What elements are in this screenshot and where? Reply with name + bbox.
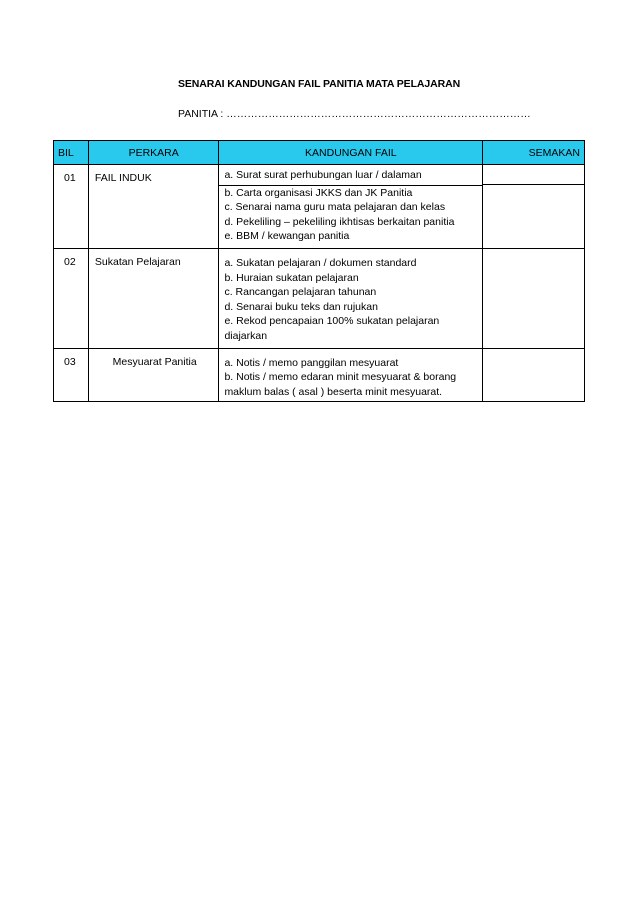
list-item: diajarkan	[224, 329, 268, 342]
row-kandungan	[219, 348, 483, 402]
table-row	[54, 165, 585, 249]
row-number: 02	[54, 248, 89, 348]
table-row	[54, 248, 585, 348]
list-item: d. Pekeliling – pekeliling ikhtisas berkaitan panitia	[224, 215, 455, 228]
list-item: e. Rekod pencapaian 100% sukatan pelajaran	[224, 315, 440, 328]
row-number: 03	[54, 348, 89, 402]
row-perkara: Sukatan Pelajaran	[88, 248, 219, 348]
file-contents-table	[53, 140, 585, 402]
column-header-semakan: SEMAKAN	[483, 141, 585, 165]
column-header-kandungan: KANDUNGAN FAIL	[219, 141, 483, 165]
row-kandungan	[219, 248, 483, 348]
semakan-checkbox-cell[interactable]	[483, 165, 585, 249]
table-row	[54, 348, 585, 402]
list-item: b. Huraian sukatan pelajaran	[224, 271, 359, 284]
list-item: c. Rancangan pelajaran tahunan	[224, 286, 377, 299]
column-header-bil: BIL	[54, 141, 89, 165]
row-perkara: FAIL INDUK	[88, 165, 219, 249]
row-perkara: Mesyuarat Panitia	[88, 348, 219, 402]
row-number: 01	[54, 165, 89, 249]
list-item: d. Senarai buku teks dan rujukan	[224, 300, 378, 313]
semakan-checkbox-cell[interactable]	[483, 348, 585, 402]
list-item: maklum balas ( asal ) beserta minit mesyuarat.	[224, 385, 443, 398]
list-item: b. Carta organisasi JKKS dan JK Panitia	[224, 186, 413, 199]
list-item: e. BBM / kewangan panitia	[224, 230, 350, 243]
column-header-perkara: PERKARA	[88, 141, 219, 165]
list-item: a. Notis / memo panggilan mesyuarat	[224, 356, 399, 369]
page-title: SENARAI KANDUNGAN FAIL PANITIA MATA PELAJARAN	[177, 78, 461, 90]
table-header-row	[54, 141, 585, 165]
panitia-field[interactable]: PANITIA : ……………………………………………………………………………	[178, 108, 531, 120]
list-item: a. Surat surat perhubungan luar / dalaman	[224, 169, 422, 181]
semakan-checkbox-cell[interactable]	[483, 248, 585, 348]
row-kandungan	[219, 165, 483, 249]
list-item: b. Notis / memo edaran minit mesyuarat & borang	[224, 371, 457, 384]
list-item: a. Sukatan pelajaran / dokumen standard	[224, 256, 417, 269]
list-item: c. Senarai nama guru mata pelajaran dan kelas	[224, 201, 446, 214]
